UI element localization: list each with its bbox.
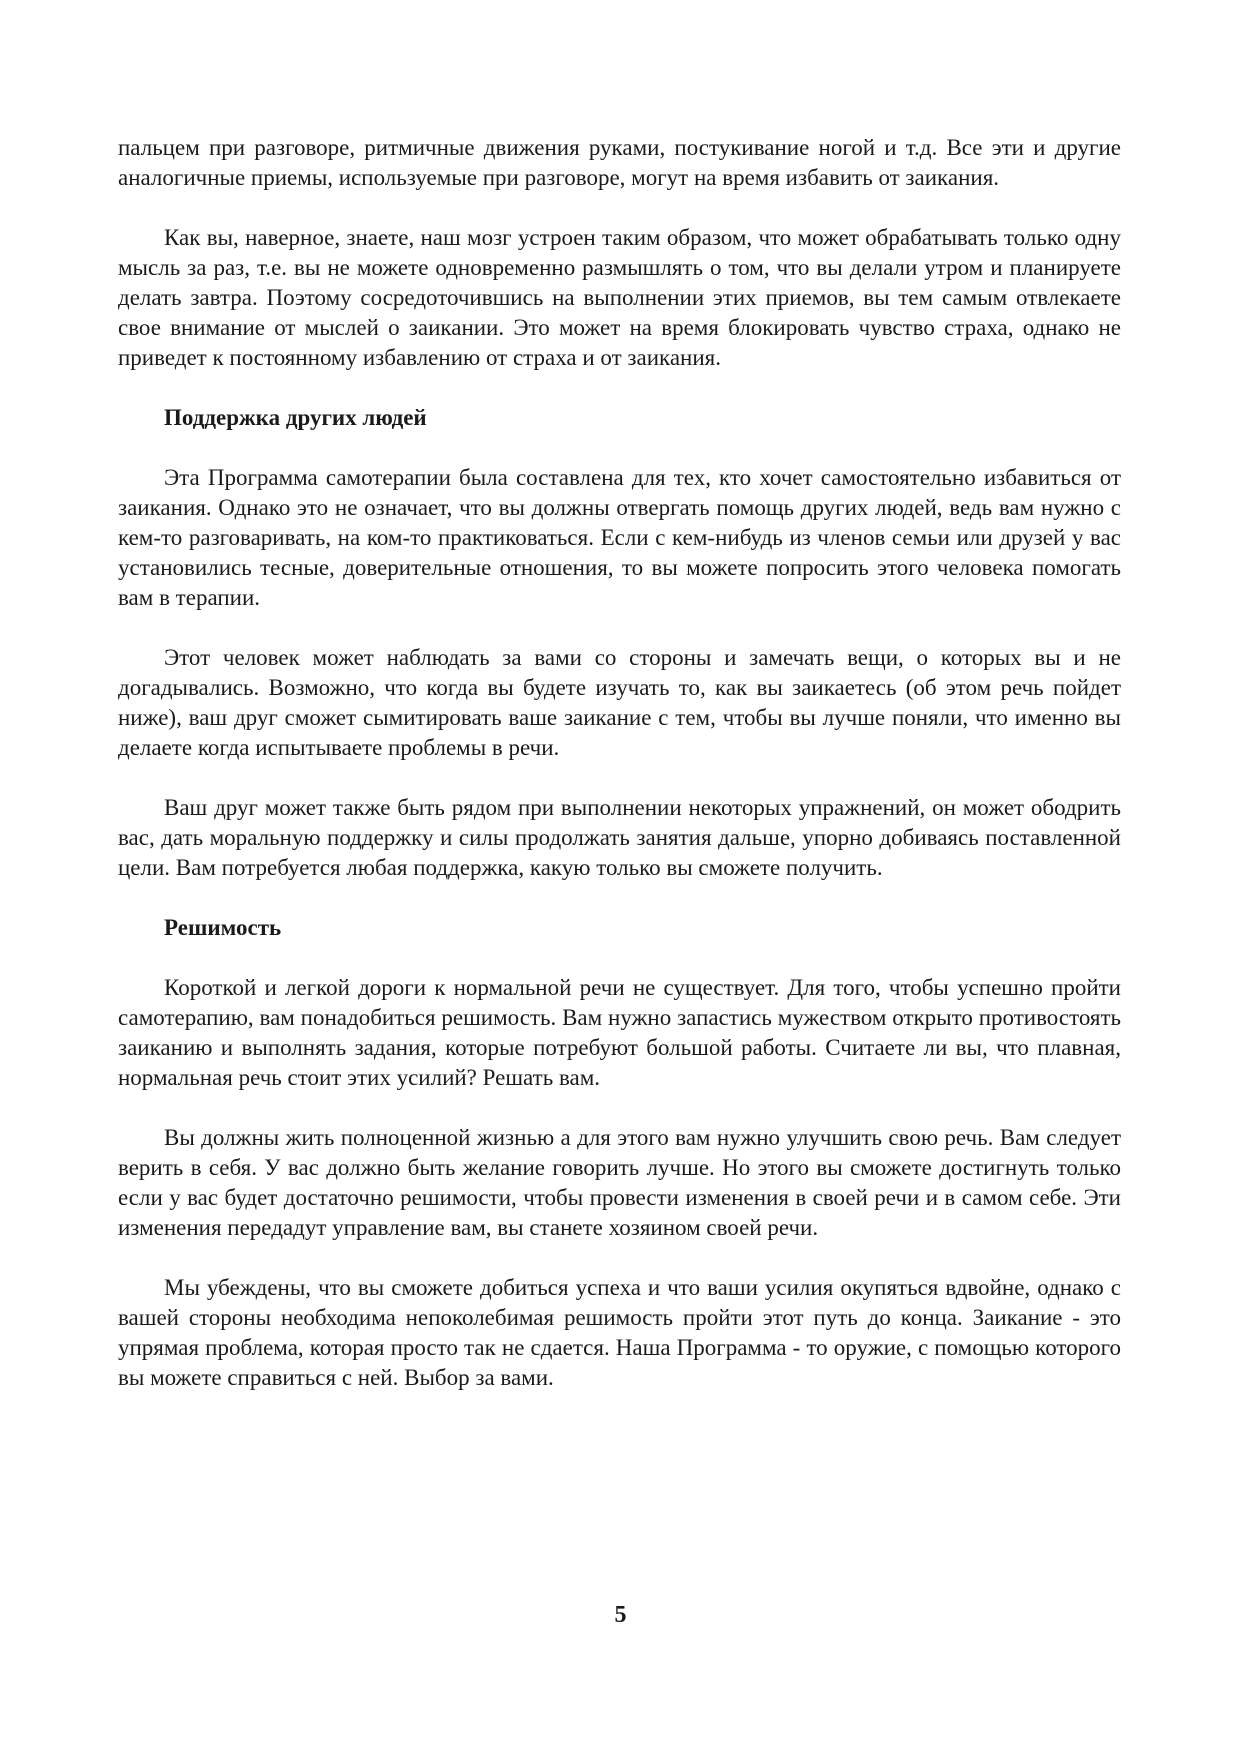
paragraph: Этот человек может наблюдать за вами со стороны и замечать вещи, о которых вы и не догадывались. Возможно, что когда вы будете изучать то, как вы заикаетесь (об этом речь пойдет ниже), ваш друг сможет сымитировать ваше заикание с тем, чтобы вы лучше поняли, что именно вы делаете когда испытываете проблемы в речи.: [118, 645, 1121, 760]
paragraph: Короткой и легкой дороги к нормальной речи не существует. Для того, чтобы успешно пройти самотерапию, вам понадобиться решимость. Вам нужно запастись мужеством открыто противостоять заиканию и выполнять задания, которые потребуют большой работы. Считаете ли вы, что плавная, нормальная речь стоит этих усилий? Решать вам.: [118, 975, 1121, 1090]
section-heading-determination: Решимость: [164, 915, 282, 940]
paragraph-continued: пальцем при разговоре, ритмичные движения руками, постукивание ногой и т.д. Все эти и другие аналогичные приемы, используемые при разговоре, могут на время избавить от заикания.: [118, 135, 1121, 190]
page-number: 5: [614, 1602, 627, 1628]
paragraph: Как вы, наверное, знаете, наш мозг устроен таким образом, что может обрабатывать только одну мысль за раз, т.е. вы не можете одновременно размышлять о том, что вы делали утром и планируете делать завтра. Поэтому сосредоточившись на выполнении этих приемов, вы тем самым отвлекаете свое внимание от мыслей о заикании. Это может на время блокировать чувство страха, однако не приведет к постоянному избавлению от страха и от заикания.: [118, 225, 1121, 370]
paragraph: Эта Программа самотерапии была составлена для тех, кто хочет самостоятельно избавиться от заикания. Однако это не означает, что вы должны отвергать помощь других людей, ведь вам нужно с кем-то разговаривать, на ком-то практиковаться. Если с кем-нибудь из членов семьи или друзей у вас установились тесные, доверительные отношения, то вы можете попросить этого человека помогать вам в терапии.: [118, 465, 1121, 610]
page-content: [118, 133, 1121, 1423]
section-heading-support: Поддержка других людей: [164, 405, 427, 430]
paragraph: Ваш друг может также быть рядом при выполнении некоторых упражнений, он может ободрить вас, дать моральную поддержку и силы продолжать занятия дальше, упорно добиваясь поставленной цели. Вам потребуется любая поддержка, какую только вы сможете получить.: [118, 795, 1121, 880]
paragraph: Мы убеждены, что вы сможете добиться успеха и что ваши усилия окупяться вдвойне, однако с вашей стороны необходима непоколебимая решимость пройти этот путь до конца. Заикание - это упрямая проблема, которая просто так не сдается. Наша Программа - то оружие, с помощью которого вы можете справиться с ней. Выбор за вами.: [118, 1275, 1121, 1390]
paragraph: Вы должны жить полноценной жизнью а для этого вам нужно улучшить свою речь. Вам следует верить в себя. У вас должно быть желание говорить лучше. Но этого вы сможете достигнуть только если у вас будет достаточно решимости, чтобы провести изменения в своей речи и в самом себе. Эти изменения передадут управление вам, вы станете хозяином своей речи.: [118, 1125, 1121, 1240]
